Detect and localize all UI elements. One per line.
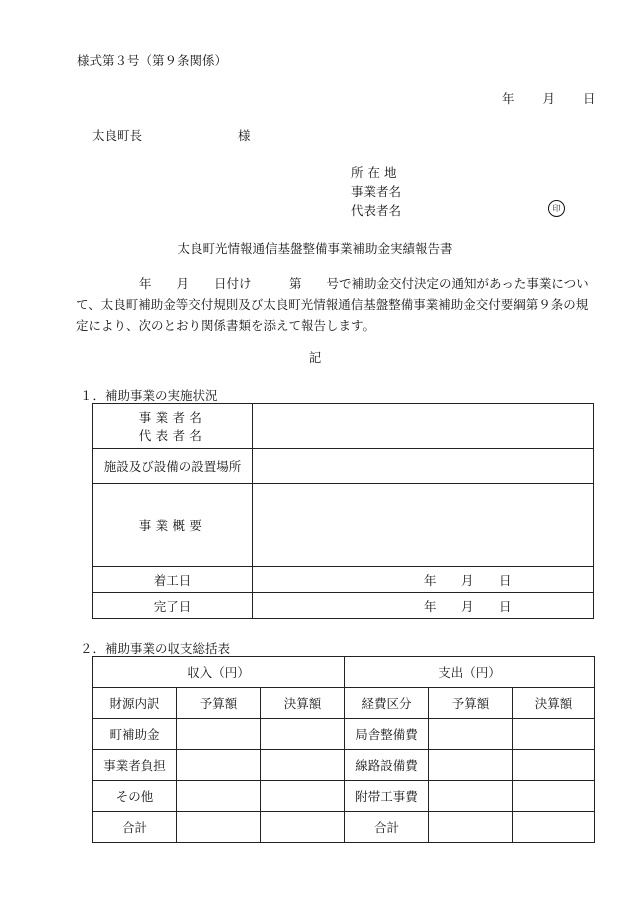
- honorific: 様: [238, 128, 251, 143]
- table-row: [93, 657, 595, 688]
- amount-cell[interactable]: [261, 781, 345, 812]
- income-row-label: 事業者負担: [93, 750, 177, 781]
- start-date-month: 月: [461, 573, 474, 588]
- table-row: [93, 812, 595, 843]
- amount-cell[interactable]: [261, 719, 345, 750]
- income-row-label: 合計: [93, 812, 177, 843]
- overview-value-cell[interactable]: [253, 484, 594, 567]
- section1-title: １．補助事業の実施状況: [80, 388, 218, 403]
- table-row: [93, 781, 595, 812]
- body-line-3: 定により、次のとおり関係書類を添えて報告します。: [76, 318, 376, 333]
- facility-location-value-cell[interactable]: [253, 449, 594, 484]
- table-row: [93, 404, 594, 449]
- business-name-cell-label: 事業者名: [138, 410, 207, 425]
- table-row: [93, 484, 594, 567]
- amount-cell[interactable]: [261, 812, 345, 843]
- submission-date: [502, 89, 596, 107]
- date-day: 日: [583, 91, 596, 106]
- expense-row-label: 合計: [345, 812, 429, 843]
- income-row-label: 町補助金: [93, 719, 177, 750]
- body-text: [76, 273, 596, 336]
- body-line-2: て、太良町補助金等交付規則及び太良町光情報通信基盤整備事業補助金交付要綱第９条の規: [76, 297, 589, 312]
- table-row: [93, 593, 594, 619]
- income-row-label: その他: [93, 781, 177, 812]
- form-number: 様式第３号（第９条関係）: [77, 53, 228, 68]
- end-date-year: 年: [424, 599, 437, 614]
- amount-cell[interactable]: [429, 719, 513, 750]
- expense-col-category: 経費区分: [345, 688, 429, 719]
- expense-header: 支出（円）: [345, 657, 595, 688]
- amount-cell[interactable]: [429, 750, 513, 781]
- income-col-budget: 予算額: [177, 688, 261, 719]
- amount-cell[interactable]: [513, 750, 595, 781]
- amount-cell[interactable]: [177, 812, 261, 843]
- table-row: [93, 567, 594, 593]
- table-row: [93, 750, 595, 781]
- income-header: 収入（円）: [93, 657, 345, 688]
- amount-cell[interactable]: [177, 781, 261, 812]
- table-row: [93, 719, 595, 750]
- business-representative-label-cell: [93, 404, 253, 449]
- representative-name-cell-label: 代表者名: [138, 428, 207, 443]
- start-date-day: 日: [499, 573, 512, 588]
- end-date-month: 月: [461, 599, 474, 614]
- addressee: 太良町長: [92, 128, 143, 143]
- expense-col-settlement: 決算額: [513, 688, 595, 719]
- implementation-status-table: [92, 403, 594, 619]
- income-col-source: 財源内訳: [93, 688, 177, 719]
- section2-title: ２．補助事業の収支総括表: [80, 641, 231, 656]
- end-date-label: 完了日: [93, 593, 253, 619]
- ki-marker: 記: [308, 350, 322, 365]
- seal-mark: 印: [548, 200, 565, 217]
- amount-cell[interactable]: [513, 719, 595, 750]
- business-name-label: 事業者名: [351, 184, 402, 199]
- amount-cell[interactable]: [513, 781, 595, 812]
- income-expenditure-table: [92, 656, 595, 843]
- amount-cell[interactable]: [177, 750, 261, 781]
- start-date-year: 年: [424, 573, 437, 588]
- business-representative-value-cell[interactable]: [253, 404, 594, 449]
- start-date-label: 着工日: [93, 567, 253, 593]
- end-date-value-cell[interactable]: [253, 593, 594, 619]
- table-row: [93, 688, 595, 719]
- amount-cell[interactable]: [429, 781, 513, 812]
- date-year: 年: [502, 91, 515, 106]
- address-label: 所 在 地: [351, 165, 397, 180]
- amount-cell[interactable]: [261, 750, 345, 781]
- expense-row-label: 局舎整備費: [345, 719, 429, 750]
- body-line-1: 年 月 日付け 第 号で補助金交付決定の通知があった事業につい: [139, 276, 589, 291]
- expense-row-label: 附帯工事費: [345, 781, 429, 812]
- end-date-day: 日: [499, 599, 512, 614]
- representative-label: 代表者名: [351, 203, 402, 218]
- amount-cell[interactable]: [513, 812, 595, 843]
- document-title: 太良町光情報通信基盤整備事業補助金実績報告書: [177, 241, 453, 256]
- expense-col-budget: 予算額: [429, 688, 513, 719]
- income-col-settlement: 決算額: [261, 688, 345, 719]
- facility-location-label: 施設及び設備の設置場所: [93, 449, 253, 484]
- date-month: 月: [542, 91, 556, 106]
- amount-cell[interactable]: [177, 719, 261, 750]
- table-row: [93, 449, 594, 484]
- overview-label: 事業概要: [93, 484, 253, 567]
- start-date-value-cell[interactable]: [253, 567, 594, 593]
- amount-cell[interactable]: [429, 812, 513, 843]
- expense-row-label: 線路設備費: [345, 750, 429, 781]
